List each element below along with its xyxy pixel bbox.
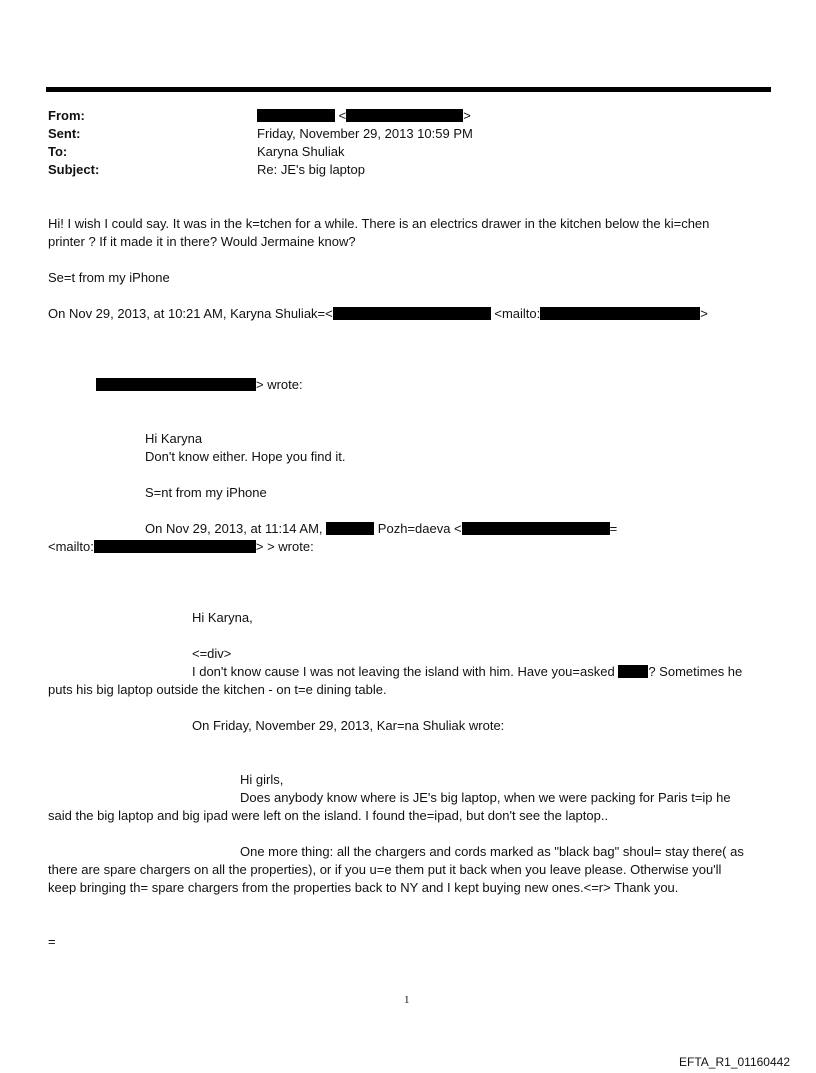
from-label: From:: [48, 108, 85, 123]
body-line: I don't know cause I was not leaving the island with him. Have you=asked ? Sometimes he: [192, 664, 743, 679]
sent-label: Sent:: [48, 126, 81, 141]
page-number: 1: [404, 994, 410, 1006]
body-line: Does anybody know where is JE's big laptop, when we were packing for Paris t=ip he: [240, 790, 731, 805]
redaction: [346, 109, 463, 122]
to-value: Karyna Shuliak: [257, 144, 345, 159]
body-line: there are spare chargers on all the properties), or if you u=e them put it back when you leave please. Otherwise you'll: [48, 862, 722, 877]
trailing-equals: =: [48, 934, 56, 949]
redaction: [540, 307, 700, 320]
html-fragment: <=div>: [192, 646, 232, 661]
redaction: [333, 307, 491, 320]
subject-value: Re: JE's big laptop: [257, 162, 365, 177]
quote-header: On Nov 29, 2013, at 10:21 AM, Karyna Shuliak=< <mailto: >: [48, 306, 708, 321]
redaction: [94, 540, 256, 553]
redaction: [618, 665, 648, 678]
body-line: Don't know either. Hope you find it.: [145, 449, 346, 464]
body-line: said the big laptop and big ipad were left on the island. I found the=ipad, but don't see the laptop..: [48, 808, 609, 823]
from-open: <: [338, 108, 347, 123]
quote-header: On Nov 29, 2013, at 11:14 AM, Pozh=daeva < =: [145, 521, 618, 536]
body-line: printer ? If it made it in there? Would Jermaine know?: [48, 234, 356, 249]
quote-header: On Friday, November 29, 2013, Kar=na Shuliak wrote:: [192, 718, 505, 733]
subject-label: Subject:: [48, 162, 100, 177]
header-rule: [46, 87, 771, 92]
document-id: EFTA_R1_01160442: [679, 1055, 790, 1069]
redaction: [96, 378, 256, 391]
signature: S=nt from my iPhone: [145, 485, 267, 500]
sent-value: Friday, November 29, 2013 10:59 PM: [257, 126, 473, 141]
redaction: [462, 522, 610, 535]
body-line: puts his big laptop outside the kitchen - on t=e dining table.: [48, 682, 387, 697]
from-close: >: [463, 108, 471, 123]
redaction: [326, 522, 374, 535]
greeting: Hi girls,: [240, 772, 284, 787]
body-line: One more thing: all the chargers and cords marked as "black bag" shoul= stay there( as: [240, 844, 744, 859]
quote-header-cont: <mailto: > > wrote:: [48, 539, 314, 554]
greeting: Hi Karyna,: [192, 610, 253, 625]
greeting: Hi Karyna: [145, 431, 203, 446]
redaction: [257, 109, 335, 122]
signature: Se=t from my iPhone: [48, 270, 170, 285]
body-line: Hi! I wish I could say. It was in the k=tchen for a while. There is an electrics drawer in the kitchen below the ki=chen: [48, 216, 710, 231]
body-line: keep bringing th= spare chargers from the properties back to NY and I kept buying new ones.<=r> Thank you.: [48, 880, 679, 895]
quote-header-cont: > wrote:: [96, 376, 303, 394]
to-label: To:: [48, 144, 68, 159]
